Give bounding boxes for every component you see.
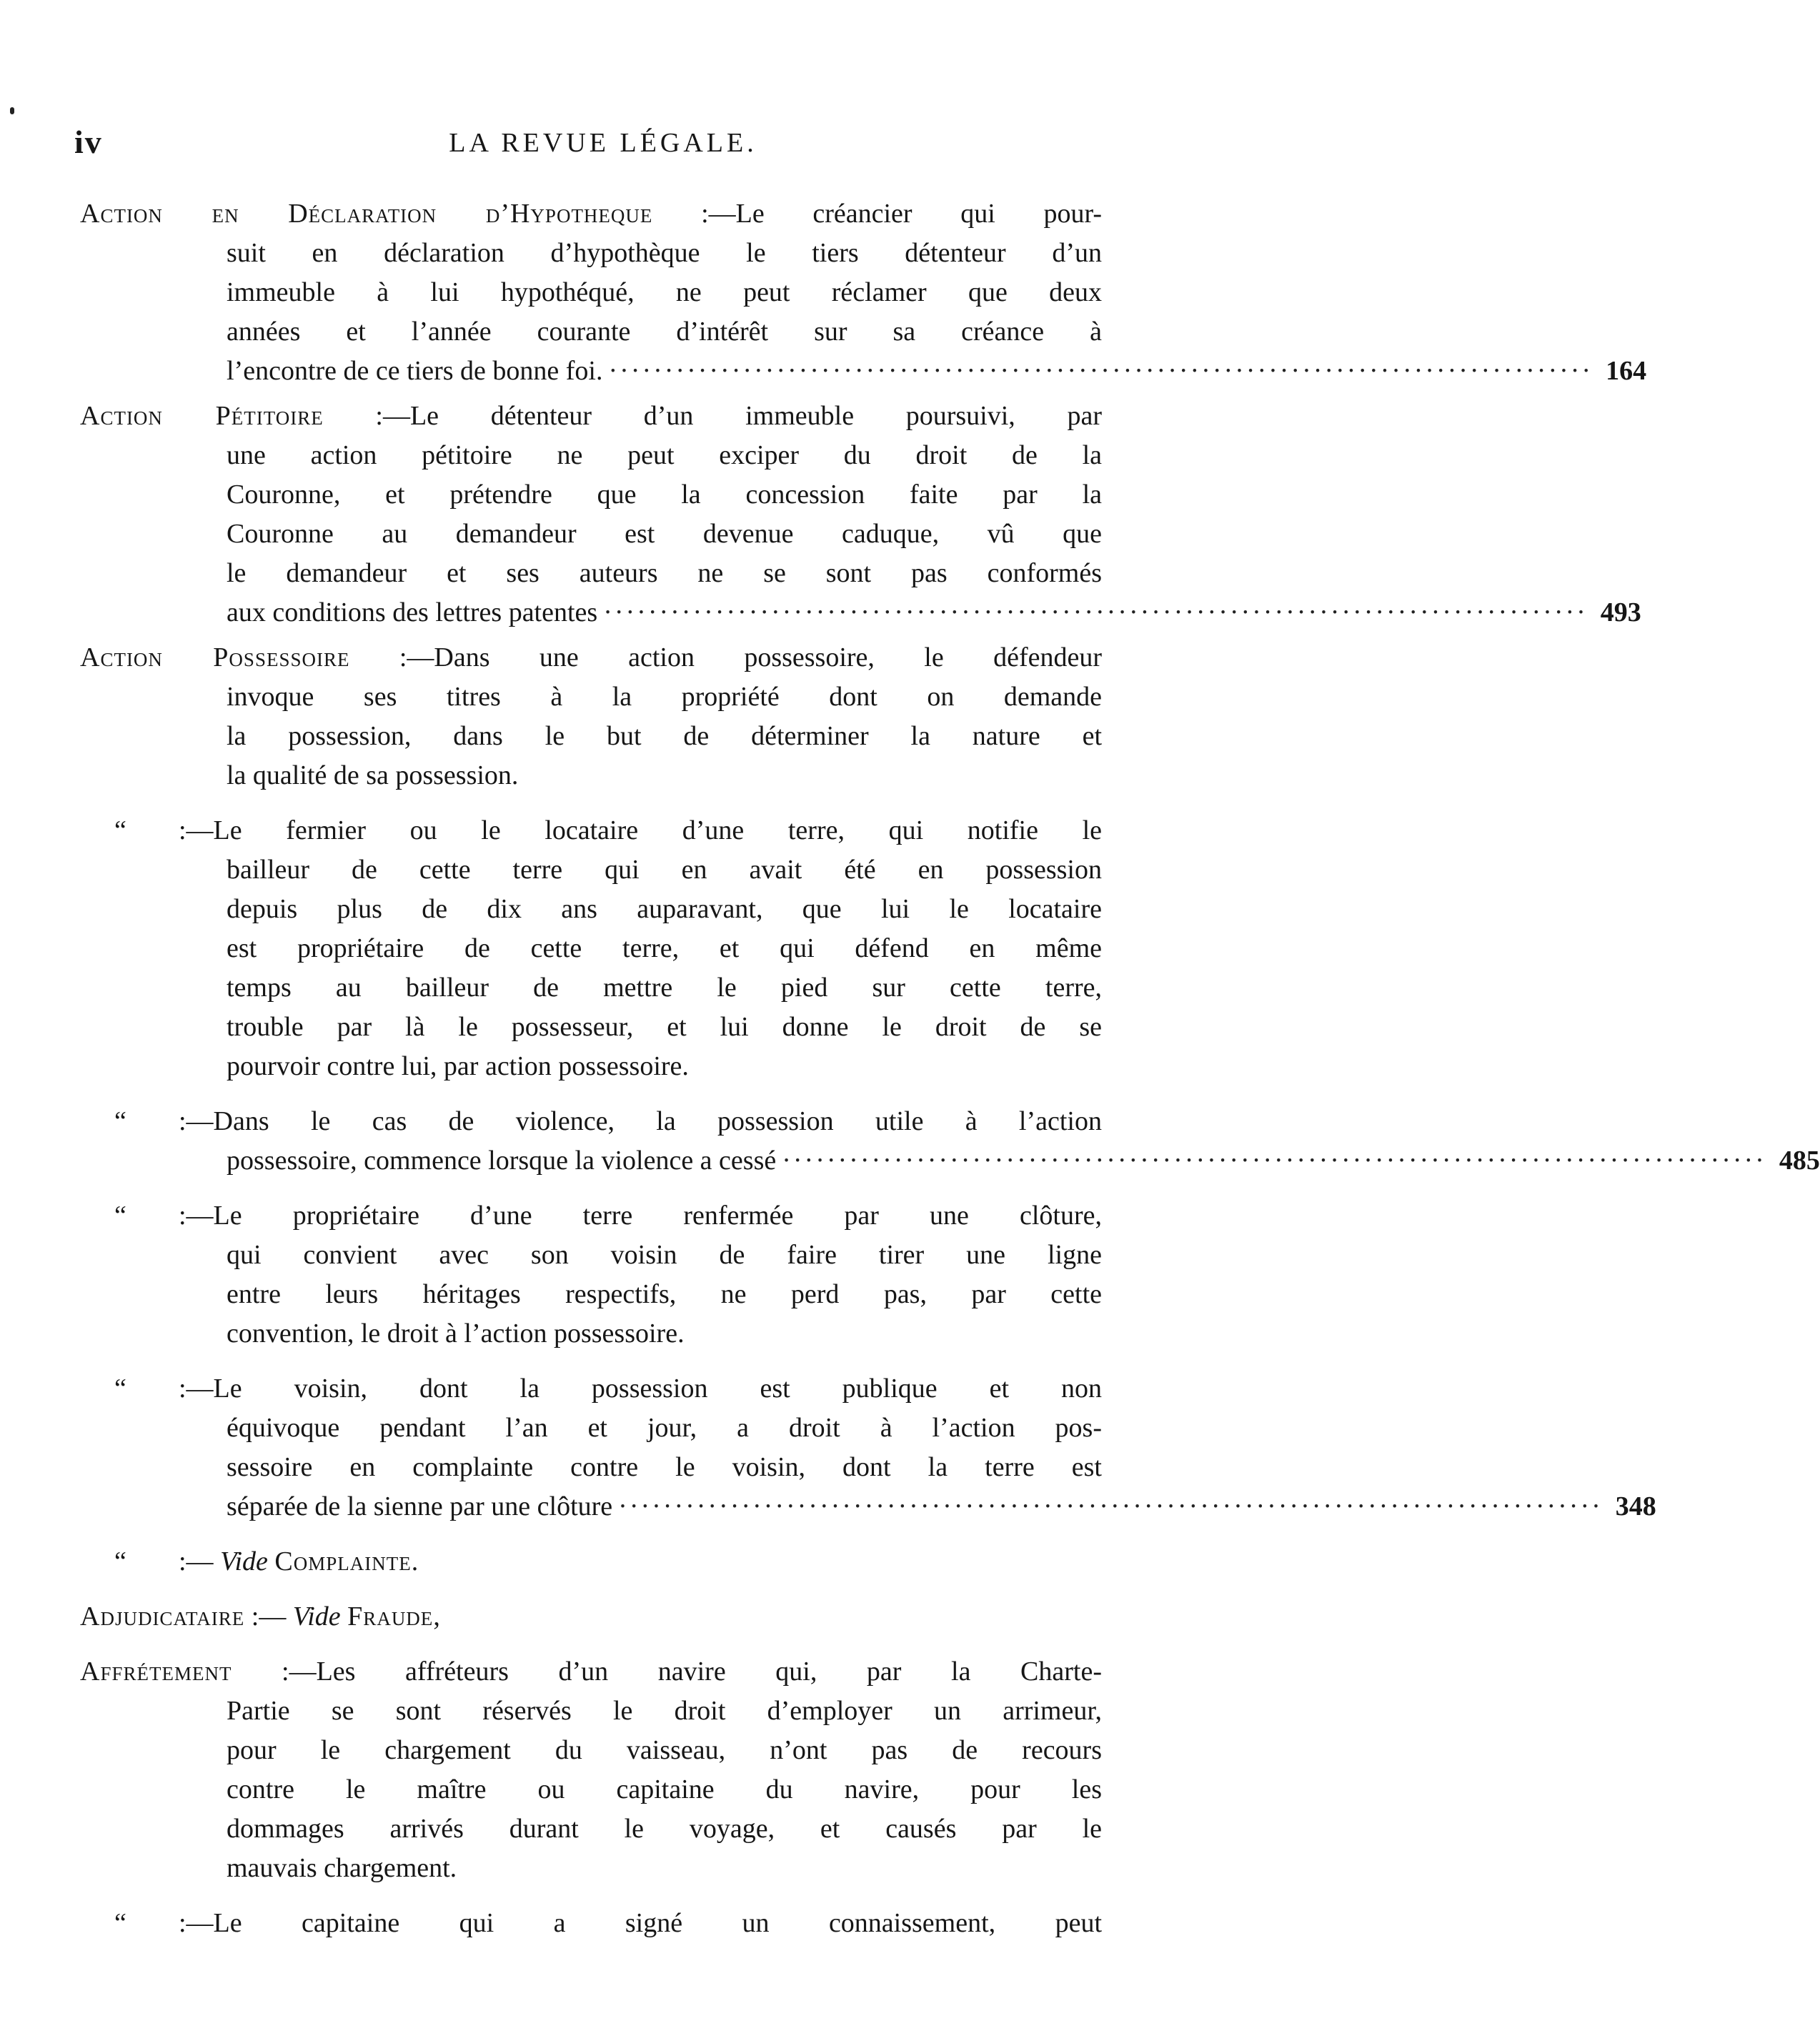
entry-text: aux conditions des lettres patentes: [227, 597, 598, 627]
cross-reference: Complainte: [274, 1546, 412, 1576]
entry-line: Action Pétitoire :—Le détenteur d’un immeuble poursuivi, par: [80, 401, 1102, 431]
page-reference: 485: [1779, 1146, 1820, 1176]
entry-line: bailleur de cette terre qui en avait été en possession: [227, 855, 1102, 885]
entry-line: trouble par là le possesseur, et lui donne le droit de se: [227, 1012, 1102, 1042]
entry-line: immeuble à lui hypothéqué, ne peut réclamer que deux: [227, 277, 1102, 307]
entry-line: la qualité de sa possession.: [227, 760, 519, 790]
entry-line: Affrétement :—Les affréteurs d’un navire qui, par la Charte-: [80, 1657, 1102, 1687]
entry-line: [80, 1487, 1656, 1526]
entry-line: Partie se sont réservés le droit d’employer un arrimeur,: [227, 1696, 1102, 1726]
running-title: LA REVUE LÉGALE.: [449, 128, 757, 158]
entry-line: suit en déclaration d’hypothèque le tiers détenteur d’un: [227, 238, 1102, 268]
cross-reference: Fraude: [347, 1601, 434, 1632]
entry-text: :—Le propriétaire d’une terre renfermée par une clôture,: [179, 1201, 1102, 1231]
ditto-mark: “: [114, 1908, 126, 1938]
entry-text: l’encontre de ce tiers de bonne foi.: [227, 356, 603, 386]
entry-line: depuis plus de dix ans auparavant, que lui le locataire: [227, 894, 1102, 924]
entry-text: :—Le capitaine qui a signé un connaissement, peut: [179, 1908, 1102, 1938]
entry-text: :—Dans le cas de violence, la possession utile à l’action: [179, 1106, 1102, 1136]
entry-line: sessoire en complainte contre le voisin, dont la terre est: [227, 1452, 1102, 1482]
entry-line: équivoque pendant l’an et jour, a droit à l’action pos-: [227, 1413, 1102, 1443]
dot-leader: ························································································: [608, 356, 1593, 386]
page-number: iv: [74, 124, 103, 160]
entry-line: Couronne au demandeur est devenue caduque, vû que: [227, 519, 1102, 549]
entry-line: est propriétaire de cette terre, et qui défend en même: [227, 933, 1102, 963]
index-subentry: [80, 1102, 1820, 1181]
entry-heading: Action Possessoire: [80, 642, 350, 672]
index-entry: [80, 397, 1641, 632]
vide-label: Vide: [292, 1601, 341, 1632]
entry-line: [80, 593, 1641, 632]
entry-line: [80, 1196, 1102, 1236]
entry-text: possessoire, commence lorsque la violence a cessé: [227, 1146, 777, 1176]
entry-line: années et l’année courante d’intérêt sur sa créance à: [227, 317, 1102, 347]
index-subentry: [80, 1196, 1102, 1354]
entry-line: pourvoir contre lui, par action possessoire.: [227, 1051, 689, 1081]
entry-line: pour le chargement du vaisseau, n’ont pas de recours: [227, 1735, 1102, 1765]
entry-line: entre leurs héritages respectifs, ne perd pas, par cette: [227, 1279, 1102, 1309]
entry-heading: Adjudicataire: [80, 1601, 245, 1632]
entry-heading: Affrétement: [80, 1657, 232, 1687]
entry-line: contre le maître ou capitaine du navire, pour les: [227, 1774, 1102, 1804]
ink-speck: [10, 107, 14, 114]
entry-line: [80, 811, 1102, 850]
entry-text: séparée de la sienne par une clôture: [227, 1491, 613, 1521]
page-reference: 164: [1606, 356, 1647, 386]
entry-line: [80, 1904, 1102, 1943]
entry-line: la possession, dans le but de déterminer la nature et: [227, 721, 1102, 751]
entry-line: [80, 1102, 1102, 1141]
entry-line: “ :— Vide Complainte.: [80, 1542, 1102, 1581]
entry-line: [80, 1369, 1102, 1409]
index-entry: [80, 638, 1102, 795]
entry-line: temps au bailleur de mettre le pied sur cette terre,: [227, 973, 1102, 1003]
ditto-mark: “: [114, 815, 126, 845]
index-subentry: [80, 1904, 1102, 1943]
index-subentry: [80, 811, 1102, 1086]
vide-label: Vide: [220, 1546, 268, 1576]
index-entry: [80, 1597, 1102, 1637]
page-reference: 493: [1600, 597, 1641, 627]
entry-line: Action Possessoire :—Dans une action possessoire, le défendeur: [80, 642, 1102, 672]
index-entries: [80, 194, 1820, 1949]
index-subentry: [80, 1369, 1656, 1526]
page-reference: 348: [1615, 1491, 1656, 1521]
entry-line: dommages arrivés durant le voyage, et causés par le: [227, 1814, 1102, 1844]
ditto-mark: “: [114, 1374, 126, 1404]
dot-leader: ························································································: [782, 1146, 1766, 1176]
ditto-mark: “: [114, 1106, 126, 1136]
entry-line: une action pétitoire ne peut exciper du droit de la: [227, 440, 1102, 470]
entry-heading: Action Pétitoire: [80, 401, 324, 431]
entry-line: Couronne, et prétendre que la concession faite par la: [227, 480, 1102, 510]
entry-heading: Action en Déclaration d’Hypotheque: [80, 199, 653, 229]
index-subentry: [80, 1542, 1102, 1581]
ditto-mark: “: [114, 1201, 126, 1231]
entry-text: :—Le voisin, dont la possession est publique et non: [179, 1374, 1102, 1404]
index-entry: [80, 1652, 1102, 1888]
ditto-mark: “: [114, 1546, 126, 1576]
entry-line: Adjudicataire :— Vide Fraude,: [80, 1601, 440, 1632]
entry-line: mauvais chargement.: [227, 1853, 457, 1883]
dot-leader: ························································································: [618, 1491, 1603, 1521]
page-header: [74, 123, 1089, 166]
entry-line: convention, le droit à l’action possessoire.: [227, 1319, 685, 1349]
dot-leader: ························································································: [603, 597, 1588, 627]
entry-line: le demandeur et ses auteurs ne se sont pas conformés: [227, 558, 1102, 588]
entry-line: invoque ses titres à la propriété dont on demande: [227, 682, 1102, 712]
index-entry: [80, 194, 1647, 391]
entry-line: [80, 1141, 1820, 1181]
entry-line: [80, 352, 1647, 391]
entry-text: :—Le fermier ou le locataire d’une terre, qui notifie le: [179, 815, 1102, 845]
entry-line: qui convient avec son voisin de faire tirer une ligne: [227, 1240, 1102, 1270]
entry-line: Action en Déclaration d’Hypotheque :—Le créancier qui pour-: [80, 199, 1102, 229]
